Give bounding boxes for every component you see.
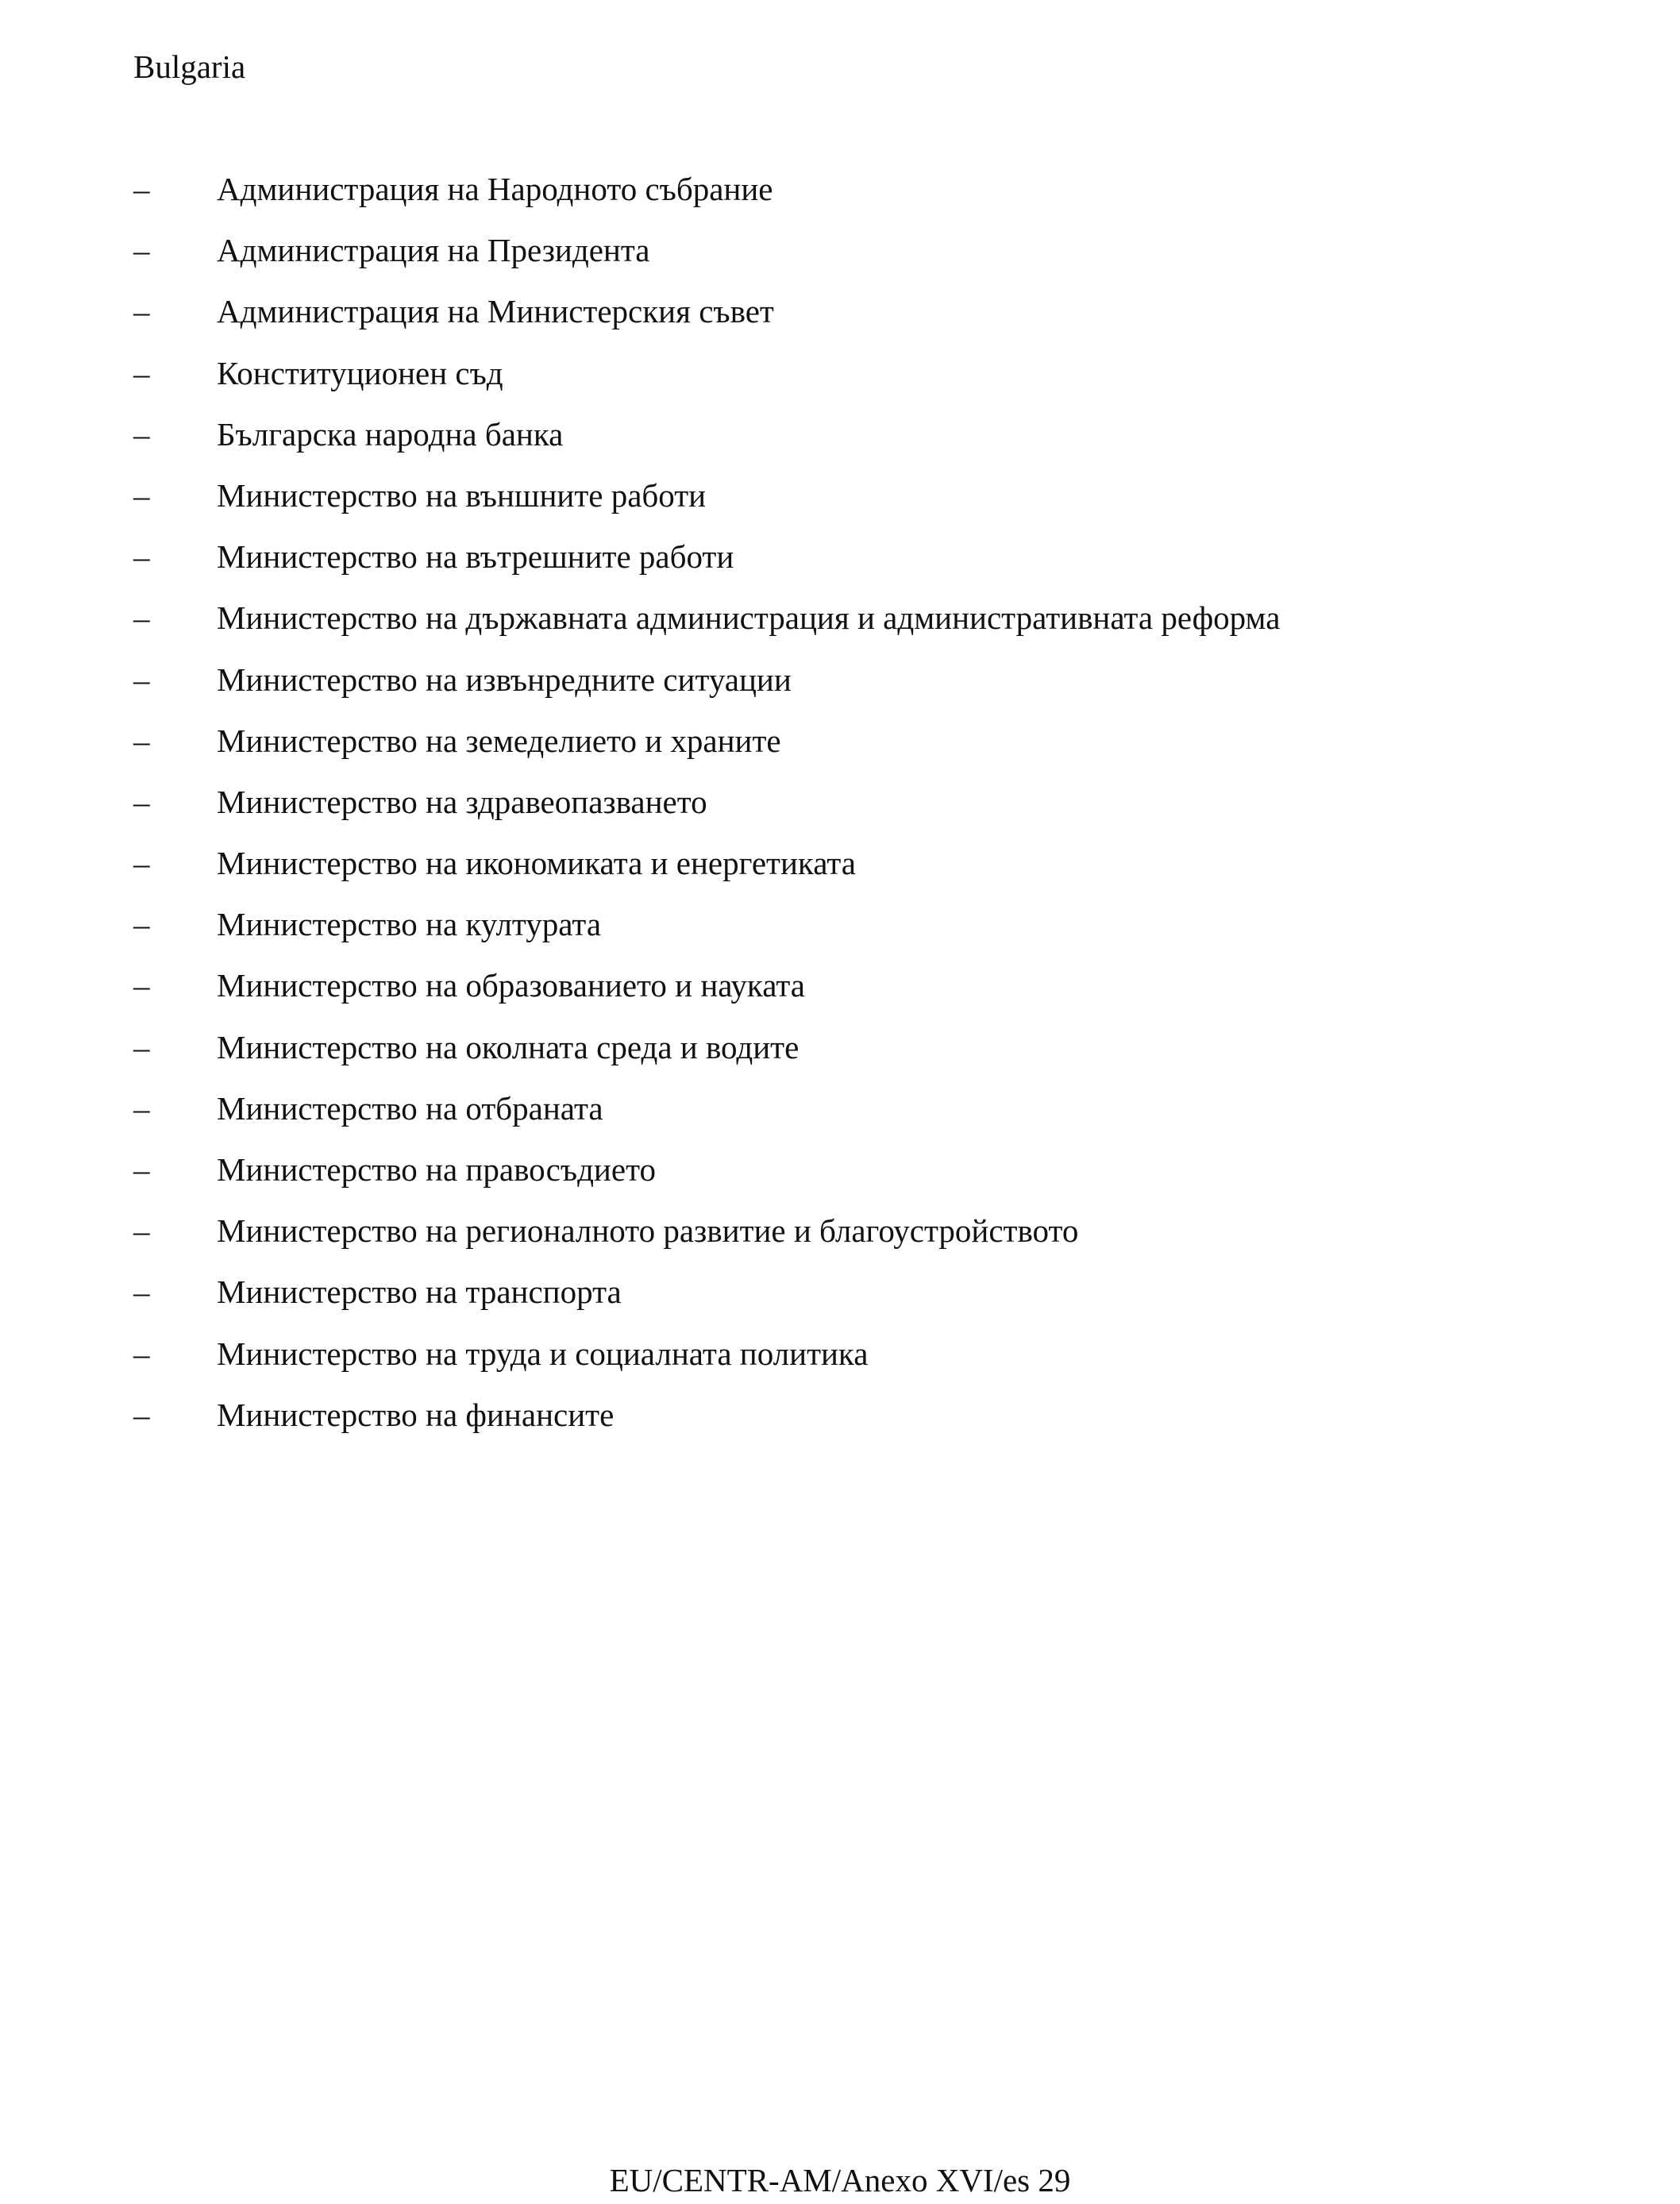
dash-bullet: – [133, 476, 150, 514]
list-item [133, 842, 1280, 904]
dash-bullet: – [133, 232, 150, 269]
dash-bullet: – [133, 1335, 150, 1372]
entity-name: Министерство на вътрешните работи [217, 538, 734, 576]
list-item [133, 291, 1280, 352]
entity-name: Министерство на държавната администрация и административната реформа [217, 599, 1281, 637]
list-item [133, 965, 1280, 1026]
list-item [133, 536, 1280, 597]
list-item [133, 168, 1280, 229]
entity-name: Министерство на здравеопазването [217, 783, 707, 820]
entity-name: Министерство на образованието и науката [217, 967, 805, 1004]
entity-name: Министерство на икономиката и енергетиката [217, 845, 856, 882]
list-item [133, 475, 1280, 536]
list-item [133, 1088, 1280, 1149]
dash-bullet: – [133, 293, 150, 330]
entity-name: Конституционен съд [217, 354, 503, 391]
list-item [133, 781, 1280, 842]
dash-bullet: – [133, 1028, 150, 1065]
dash-bullet: – [133, 354, 150, 391]
list-item [133, 720, 1280, 781]
dash-bullet: – [133, 661, 150, 698]
dash-bullet: – [133, 906, 150, 943]
entity-name: Администрация на Президента [217, 232, 650, 269]
dash-bullet: – [133, 967, 150, 1004]
dash-bullet: – [133, 845, 150, 882]
entity-name: Министерство на регионалното развитие и благоустройството [217, 1212, 1079, 1250]
list-item [133, 1149, 1280, 1210]
list-item [133, 904, 1280, 965]
dash-bullet: – [133, 1396, 150, 1433]
list-item [133, 1210, 1280, 1271]
list-item [133, 229, 1280, 291]
dash-bullet: – [133, 538, 150, 576]
dash-bullet: – [133, 1273, 150, 1311]
list-item [133, 1394, 1280, 1455]
dash-bullet: – [133, 171, 150, 207]
list-item [133, 597, 1280, 658]
dash-bullet: – [133, 1212, 150, 1250]
entity-name: Министерство на правосъдието [217, 1151, 656, 1188]
dash-bullet: – [133, 783, 150, 820]
dash-bullet: – [133, 1151, 150, 1188]
entity-name: Администрация на Народното събрание [217, 171, 773, 207]
list-item [133, 353, 1280, 414]
entity-name: Министерство на труда и социалната политика [217, 1335, 869, 1372]
entity-name: Министерство на околната среда и водите [217, 1028, 800, 1065]
entity-name: Министерство на външните работи [217, 476, 707, 514]
page-footer: EU/CENTR-AM/Anexo XVI/es 29 [609, 2162, 1071, 2198]
entity-name: Министерство на културата [217, 906, 602, 943]
entity-name: Министерство на отбраната [217, 1089, 603, 1127]
entity-list [133, 168, 1280, 1455]
entity-name: Министерство на земеделието и храните [217, 722, 781, 759]
entity-name: Администрация на Министерския съвет [217, 293, 774, 330]
entity-name: Министерство на извънредните ситуации [217, 661, 792, 698]
country-heading: Bulgaria [133, 48, 246, 85]
entity-name: Министерство на финансите [217, 1396, 615, 1433]
dash-bullet: – [133, 415, 150, 453]
list-item [133, 1027, 1280, 1088]
entity-name: Министерство на транспорта [217, 1273, 622, 1311]
dash-bullet: – [133, 1089, 150, 1127]
dash-bullet: – [133, 599, 150, 637]
list-item [133, 1333, 1280, 1394]
dash-bullet: – [133, 722, 150, 759]
list-item [133, 1271, 1280, 1332]
list-item [133, 659, 1280, 720]
list-item [133, 414, 1280, 475]
entity-name: Българска народна банка [217, 415, 564, 453]
